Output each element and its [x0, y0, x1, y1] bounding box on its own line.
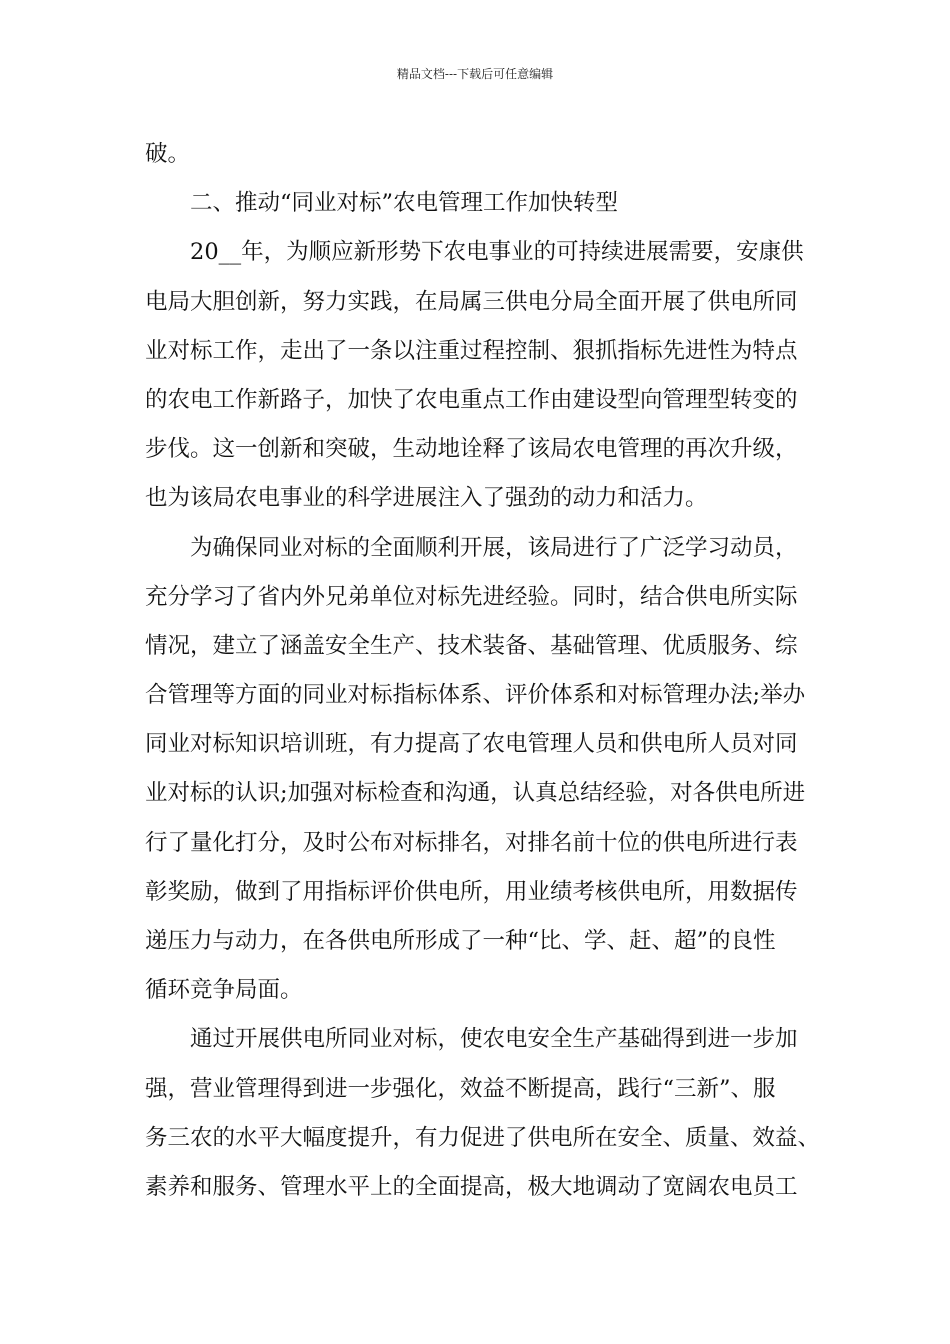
text-line-3: 20__年，为顺应新形势下农电事业的可持续进展需要，安康供: [190, 239, 804, 266]
page-header: 精品文档---下载后可任意编辑: [396, 67, 554, 81]
text-line-16: 彰奖励，做到了用指标评价供电所，用业绩考核供电所，用数据传: [145, 878, 798, 905]
text-line-19: 通过开展供电所同业对标，使农电安全生产基础得到进一步加: [190, 1026, 798, 1053]
text-line-13: 同业对标知识培训班，有力提高了农电管理人员和供电所人员对同: [145, 731, 798, 758]
text-line-5: 业对标工作，走出了一条以注重过程控制、狠抓指标先进性为特点: [145, 337, 798, 364]
text-line-12: 合管理等方面的同业对标指标体系、评价体系和对标管理办法;举办: [145, 682, 806, 709]
text-line-15: 行了量化打分，及时公布对标排名，对排名前十位的供电所进行表: [145, 829, 798, 856]
text-line-11: 情况，建立了涵盖安全生产、技术装备、基础管理、优质服务、综: [145, 632, 798, 659]
text-line-4: 电局大胆创新，努力实践，在局属三供电分局全面开展了供电所同: [145, 288, 798, 315]
text-line-21: 务三农的水平大幅度提升，有力促进了供电所在安全、质量、效益、: [145, 1124, 821, 1151]
text-line-10: 充分学习了省内外兄弟单位对标先进经验。同时，结合供电所实际: [145, 583, 798, 610]
text-line-1: 破。: [145, 141, 191, 167]
text-line-9: 为确保同业对标的全面顺利开展，该局进行了广泛学习动员，: [190, 534, 798, 561]
text-line-17: 递压力与动力，在各供电所形成了一种“比、学、赶、超”的良性: [145, 928, 776, 954]
text-line-20: 强，营业管理得到进一步强化，效益不断提高，践行“三新”、服: [145, 1075, 776, 1102]
text-line-8: 也为该局农电事业的科学进展注入了强劲的动力和活力。: [145, 485, 708, 512]
text-line-22: 素养和服务、管理水平上的全面提高，极大地调动了宽阔农电员工: [145, 1173, 798, 1200]
text-line-2: 二、推动“同业对标”农电管理工作加快转型: [190, 190, 619, 217]
text-line-18: 循环竞争局面。: [145, 977, 303, 1004]
text-line-7: 步伐。这一创新和突破，生动地诠释了该局农电管理的再次升级，: [145, 436, 798, 463]
text-line-6: 的农电工作新路子，加快了农电重点工作由建设型向管理型转变的: [145, 386, 798, 413]
document-body: [145, 130, 825, 1212]
text-line-14: 业对标的认识;加强对标检查和沟通，认真总结经验，对各供电所进: [145, 780, 806, 807]
